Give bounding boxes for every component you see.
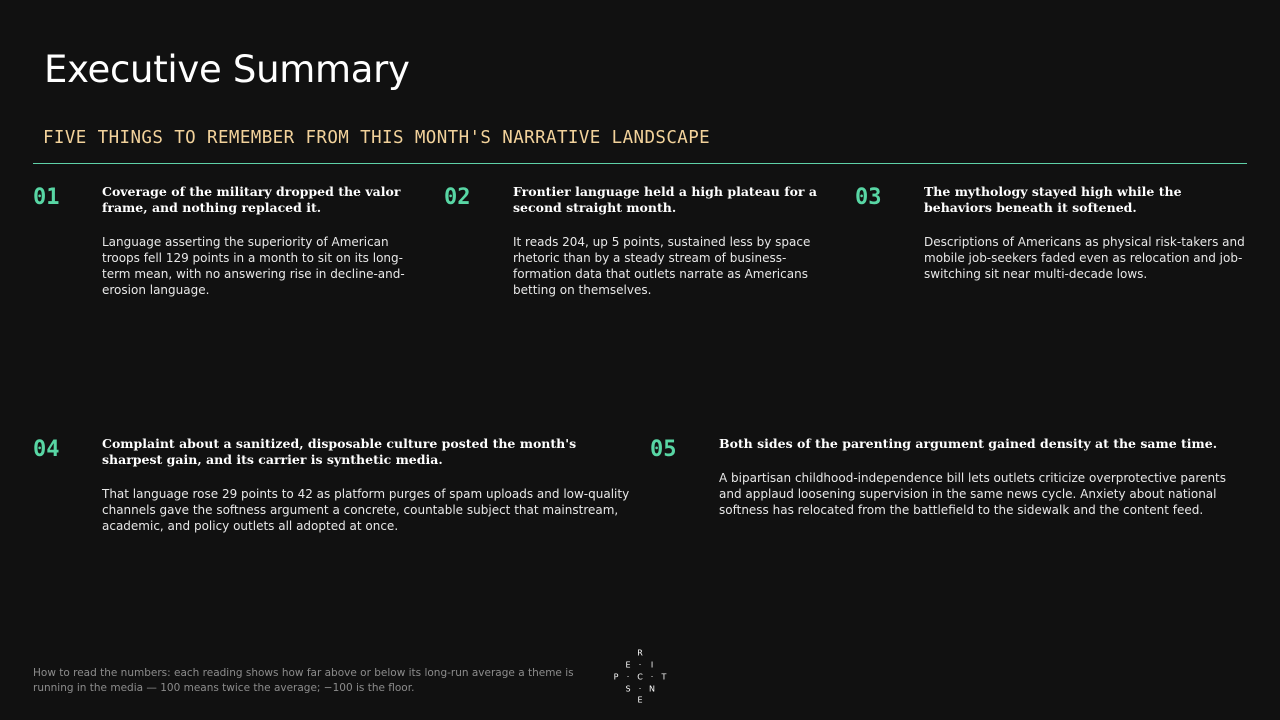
- logo-letter: I: [650, 660, 654, 670]
- item-heading: Complaint about a sanitized, disposable culture posted the month's sharpest gain, and its carrier is synthetic media.: [102, 436, 577, 467]
- page-title: Executive Summary: [44, 48, 410, 91]
- logo-letter: R: [637, 648, 643, 658]
- logo-dot: ·: [638, 684, 642, 694]
- item-body: It reads 204, up 5 points, sustained less by space rhetoric than by a steady stream of business-formation data that outlets narrate as Americans betting on themselves.: [513, 235, 811, 297]
- item-number: 04: [33, 437, 60, 462]
- logo-letter: T: [661, 672, 667, 682]
- logo-letter: P: [613, 672, 619, 682]
- divider: [33, 163, 1247, 164]
- item-body: Descriptions of Americans as physical risk-takers and mobile job-seekers faded even as relocation and job-switching sit near multi-decade lows.: [924, 235, 1245, 281]
- item-body: That language rose 29 points to 42 as platform purges of spam uploads and low-quality channels gave the softness argument a concrete, countable subject that mainstream, academic, and policy outlets all adopted at once.: [102, 487, 630, 533]
- logo-dot: ·: [650, 672, 654, 682]
- item-heading: Coverage of the military dropped the valor frame, and nothing replaced it.: [102, 184, 401, 215]
- item-heading: The mythology stayed high while the behaviors beneath it softened.: [924, 184, 1182, 215]
- item-body: A bipartisan childhood-independence bill lets outlets criticize overprotective parents and applaud loosening supervision in the same news cycle. Anxiety about national softness has relocated from the battlefield to the sidewalk and the content feed.: [719, 471, 1227, 517]
- section-subtitle: FIVE THINGS TO REMEMBER FROM THIS MONTH'S NARRATIVE LANDSCAPE: [43, 128, 711, 148]
- logo-letter: S: [625, 684, 631, 694]
- item-number: 05: [650, 437, 677, 462]
- logo-letter: E: [637, 695, 643, 705]
- item-heading: Frontier language held a high plateau for a second straight month.: [513, 184, 817, 215]
- logo-dot: ·: [638, 660, 642, 670]
- logo-letter: E: [625, 660, 631, 670]
- logo-dot: ·: [626, 672, 630, 682]
- logo-letter: N: [649, 684, 655, 694]
- item-body: Language asserting the superiority of American troops fell 129 points in a month to sit on its long-term mean, with no answering rise in decline-and-erosion language.: [102, 235, 405, 297]
- brand-logo: [612, 645, 668, 705]
- item-number: 01: [33, 185, 60, 210]
- item-heading: Both sides of the parenting argument gained density at the same time.: [719, 436, 1218, 451]
- item-number: 03: [855, 185, 882, 210]
- logo-letter: C: [637, 672, 643, 682]
- item-number: 02: [444, 185, 471, 210]
- footer-note: How to read the numbers: each reading shows how far above or below its long-run average a theme is running in the media — 100 means twice the average; −100 is the floor.: [33, 667, 574, 694]
